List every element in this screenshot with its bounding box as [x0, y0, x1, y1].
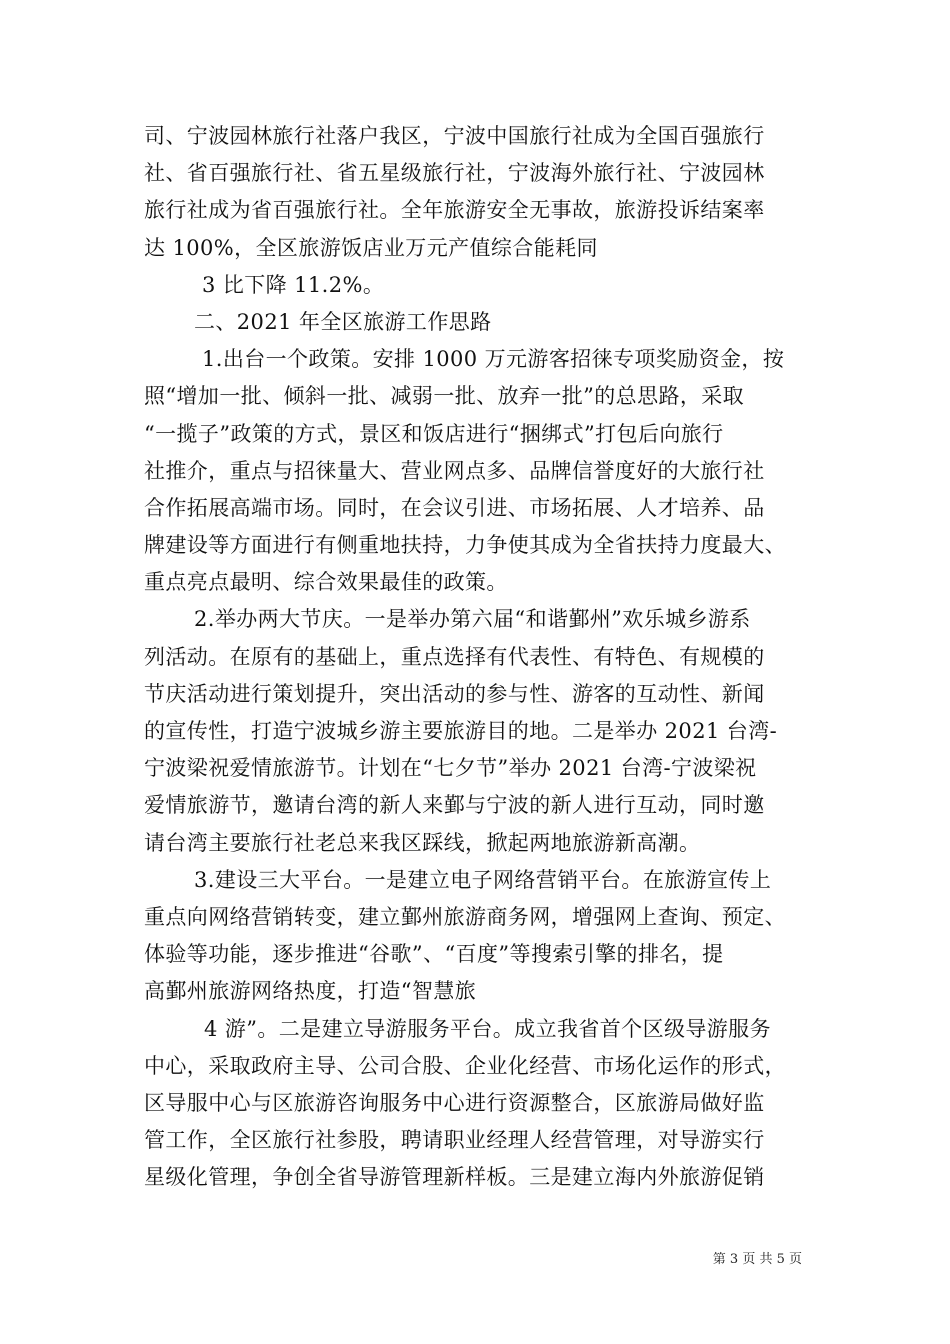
- section-heading: 二、2021 年全区旅游工作思路: [194, 309, 492, 334]
- text-line: 司、宁波园林旅行社落户我区，宁波中国旅行社成为全国百强旅行: [144, 124, 765, 148]
- document-body: [144, 118, 806, 1196]
- paragraph-start: 3.建设三大平台。一是建立电子网络营销平台。在旅游宣传上: [194, 867, 772, 892]
- page-number-footer: 第 3 页 共 5 页: [712, 1252, 802, 1267]
- text-line: 高鄞州旅游网络热度，打造“智慧旅: [144, 979, 477, 1004]
- text-line: 区导服中心与区旅游咨询服务中心进行资源整合，区旅游局做好监: [144, 1090, 765, 1115]
- text-line: 节庆活动进行策划提升，突出活动的参与性、游客的互动性、新闻: [144, 681, 765, 706]
- text-line: 星级化管理，争创全省导游管理新样板。三是建立海内外旅游促销: [144, 1165, 765, 1190]
- paragraph-start: 1.出台一个政策。安排 1000 万元游客招徕专项奖励资金，按: [202, 347, 785, 372]
- text-line: 社、省百强旅行社、省五星级旅行社，宁波海外旅行社、宁波园林: [144, 161, 765, 186]
- text-line: 请台湾主要旅行社老总来我区踩线，掀起两地旅游新高潮。: [144, 830, 701, 855]
- text-line: 宁波梁祝爱情旅游节。计划在“七夕节”举办 2021 台湾-宁波梁祝: [144, 756, 757, 781]
- paragraph-start: 2.举办两大节庆。一是举办第六届“和谐鄞州”欢乐城乡游系: [194, 607, 751, 632]
- text-line: “一揽子”政策的方式，景区和饭店进行“捆绑式”打包后向旅行: [144, 421, 724, 446]
- text-line: 的宣传性，打造宁波城乡游主要旅游目的地。二是举办 2021 台湾-: [144, 719, 778, 743]
- text-line: 中心，采取政府主导、公司合股、企业化经营、市场化运作的形式，: [144, 1053, 786, 1078]
- text-line: 牌建设等方面进行有侧重地扶持，力争使其成为全省扶持力度最大、: [144, 533, 786, 558]
- text-line: 社推介，重点与招徕量大、营业网点多、品牌信誉度好的大旅行社: [144, 458, 765, 483]
- text-line: 重点向网络营销转变，建立鄞州旅游商务网，增强网上查询、预定、: [144, 904, 786, 929]
- text-line: 4 游”。二是建立导游服务平台。成立我省首个区级导游服务: [204, 1016, 771, 1041]
- text-line: 管工作，全区旅行社参股，聘请职业经理人经营管理，对导游实行: [144, 1128, 765, 1153]
- text-line: 旅行社成为省百强旅行社。全年旅游安全无事故，旅游投诉结案率: [144, 198, 765, 223]
- text-line: 列活动。在原有的基础上，重点选择有代表性、有特色、有规模的: [144, 644, 765, 669]
- text-line: 3 比下降 11.2%。: [202, 272, 385, 297]
- text-line: 重点亮点最明、综合效果最佳的政策。: [144, 570, 508, 595]
- text-line: 合作拓展高端市场。同时，在会议引进、市场拓展、人才培养、品: [144, 495, 765, 520]
- text-line: 爱情旅游节，邀请台湾的新人来鄞与宁波的新人进行互动，同时邀: [144, 793, 765, 818]
- text-line: 达 100%，全区旅游饭店业万元产值综合能耗同: [144, 235, 598, 260]
- text-line: 照“增加一批、倾斜一批、减弱一批、放弃一批”的总思路，采取: [144, 384, 745, 409]
- text-line: 体验等功能，逐步推进“谷歌”、“百度”等搜索引擎的排名，提: [144, 942, 724, 967]
